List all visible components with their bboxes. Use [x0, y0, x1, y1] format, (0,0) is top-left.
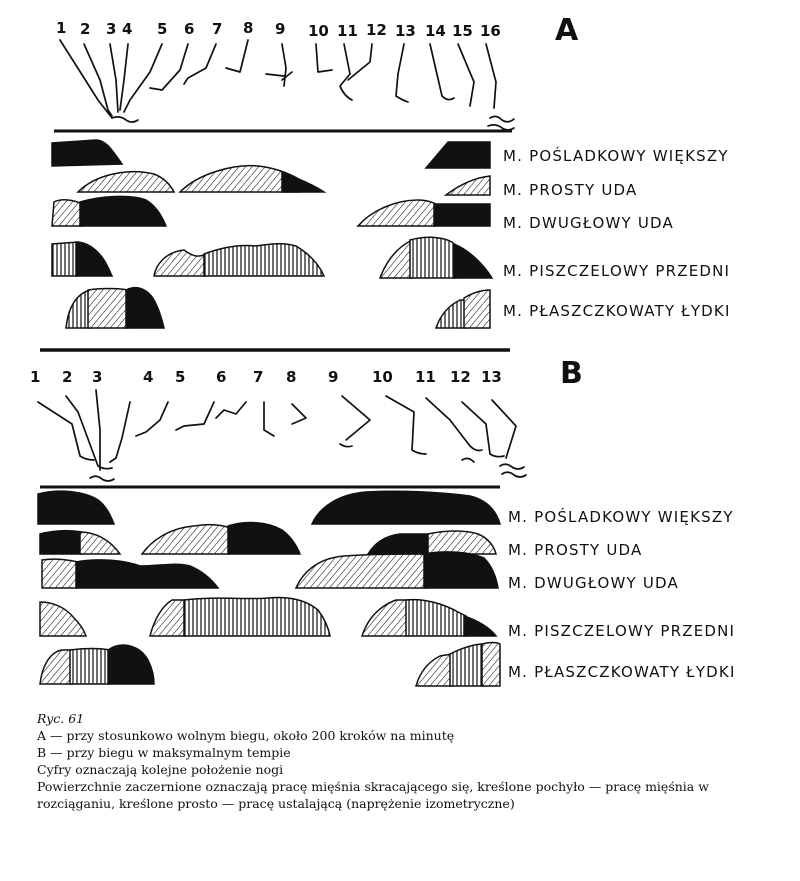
muscle-label: M. PROSTY UDA — [508, 541, 643, 559]
position-number: 5 — [157, 20, 168, 38]
position-number: 13 — [481, 368, 502, 386]
muscle-label: M. POŚLADKOWY WIĘKSZY — [503, 147, 729, 165]
panel-a-row-gluteus — [52, 140, 729, 168]
position-number: 8 — [286, 368, 297, 386]
panel-a-label: A — [555, 13, 579, 48]
caption-line-b: B — przy biegu w maksymalnym tempie — [37, 745, 291, 760]
position-number: 11 — [415, 368, 436, 386]
muscle-label: M. PISZCZELOWY PRZEDNI — [503, 262, 731, 280]
position-number: 1 — [56, 19, 67, 37]
position-number: 3 — [92, 368, 103, 386]
position-number: 3 — [106, 20, 117, 38]
panel-a-leg-sketches — [60, 40, 514, 130]
caption-line-digits: Cyfry oznaczają kolejne położenie nogi — [37, 762, 284, 777]
position-number: 8 — [243, 19, 254, 37]
position-number: 12 — [366, 21, 387, 39]
position-number: 1 — [30, 368, 41, 386]
position-number: 10 — [372, 368, 393, 386]
position-number: 15 — [452, 22, 473, 40]
position-number: 12 — [450, 368, 471, 386]
panel-a-position-numbers — [56, 19, 501, 40]
figure-caption — [37, 710, 767, 812]
caption-line-a: A — przy stosunkowo wolnym biegu, około 200 kroków na minutę — [37, 728, 455, 743]
position-number: 2 — [62, 368, 73, 386]
caption-legend: Powierzchnie zaczernione oznaczają pracę mięśnia skracającego się, kreślone pochyło — pracę mięśnia w rozciąganiu, kreślone prosto — pracę ustalającą (naprężenie izometryczne) — [37, 779, 709, 811]
position-number: 9 — [328, 368, 339, 386]
position-number: 7 — [212, 20, 223, 38]
panel-b-row-tibialis-anterior — [40, 598, 735, 641]
panel-b-position-numbers — [30, 368, 502, 386]
panel-b-row-rectus-femoris — [40, 523, 643, 559]
caption-title: Ryc. 61 — [37, 711, 85, 726]
panel-a-row-rectus-femoris — [78, 166, 638, 199]
muscle-label: M. PŁASZCZKOWATY ŁYDKI — [508, 663, 736, 681]
position-number: 13 — [395, 22, 416, 40]
position-number: 4 — [143, 368, 154, 386]
panel-b-label: B — [560, 356, 583, 391]
muscle-label: M. DWUGŁOWY UDA — [508, 574, 679, 592]
panel-b-row-soleus — [40, 643, 736, 687]
position-number: 2 — [80, 20, 91, 38]
panel-b-leg-sketches — [38, 390, 526, 481]
panel-a-row-tibialis-anterior — [52, 237, 730, 280]
panel-a-row-soleus — [66, 288, 731, 328]
muscle-label: M. PISZCZELOWY PRZEDNI — [508, 622, 736, 640]
position-number: 9 — [275, 20, 286, 38]
muscle-label: M. POŚLADKOWY WIĘKSZY — [508, 508, 734, 526]
panel-a-row-biceps-femoris — [52, 196, 674, 232]
position-number: 14 — [425, 22, 446, 40]
position-number: 10 — [308, 22, 329, 40]
position-number: 16 — [480, 22, 501, 40]
position-number: 6 — [184, 20, 195, 38]
position-number: 11 — [337, 22, 358, 40]
muscle-label: M. DWUGŁOWY UDA — [503, 214, 674, 232]
position-number: 5 — [175, 368, 186, 386]
muscle-label: M. PROSTY UDA — [503, 181, 638, 199]
panel-b-row-gluteus — [38, 491, 734, 526]
position-number: 4 — [122, 20, 133, 38]
position-number: 7 — [253, 368, 264, 386]
position-number: 6 — [216, 368, 227, 386]
muscle-label: M. PŁASZCZKOWATY ŁYDKI — [503, 302, 731, 320]
